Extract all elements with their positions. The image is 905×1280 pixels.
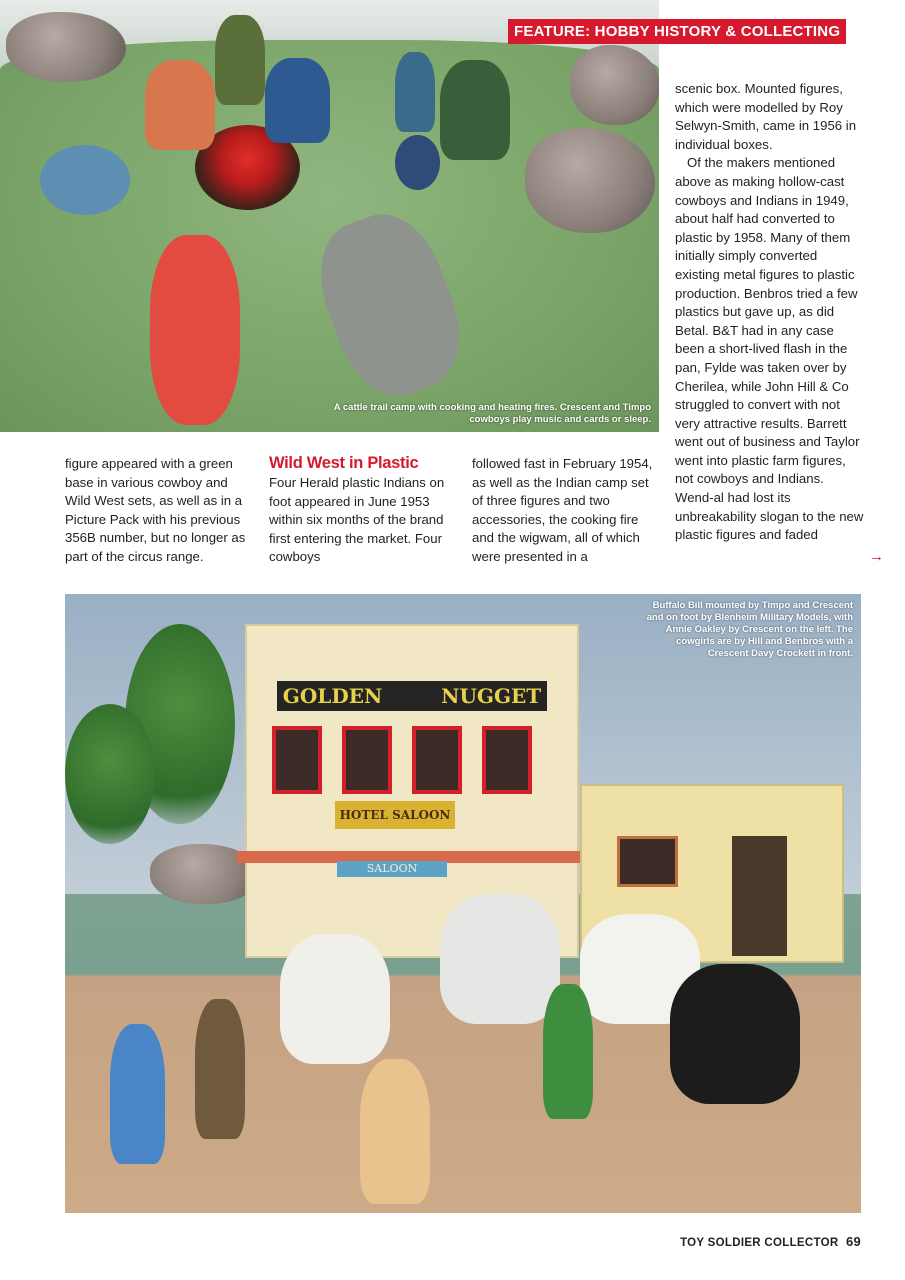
cooking-pot [395,135,440,190]
rock [570,45,659,125]
sleeping-cowboy [150,235,240,425]
rock [525,128,655,233]
paragraph: Four Herald plastic Indians on foot appeared in June 1953 within six months of the brand first entering the market. Four cowboys [269,475,445,565]
cowboy-figure [215,15,265,105]
paragraph: scenic box. Mounted figures, which were modelled by Roy Selwyn-Smith, came in 1956 in individual boxes. [675,81,857,152]
davy-crockett-figure [360,1059,430,1204]
cowboy-figure [543,984,593,1119]
page-footer [680,1234,861,1249]
window [342,726,392,794]
paragraph: followed fast in February 1954, as well as the Indian camp set of three figures and two accessories, the cooking fire and the wigwam, all of which were presented in a [472,456,653,564]
tree [65,704,155,844]
section-heading: Wild West in Plastic [269,454,419,472]
window [412,726,462,794]
sign-text: NUGGET [441,684,542,708]
top-photo [0,0,659,432]
rock [6,12,126,82]
window [272,726,322,794]
right-column [675,80,865,545]
paragraph: figure appeared with a green base in various cowboy and Wild West sets, as well as in a Picture Pack with his previous 356B number, but no longer as part of the circus range. [65,456,246,564]
text-column-1 [65,455,255,567]
window [482,726,532,794]
cowboy-figure [440,60,510,160]
cowboy-figure [395,52,435,132]
kettle-fire [40,145,130,215]
sign-text: GOLDEN [282,684,383,708]
cowboy-figure [265,58,330,143]
text-column-3 [472,455,662,567]
horse-figure [440,894,560,1024]
magazine-name: TOY SOLDIER COLLECTOR [680,1237,839,1249]
continue-arrow-icon: → [869,548,884,565]
cowboy-figure [195,999,245,1139]
hotel-saloon-sign [335,801,455,829]
cowboy-figure [145,60,215,150]
bottom-photo [65,594,861,1213]
door [732,836,787,956]
golden-nugget-sign [277,681,547,711]
sign-text: HOTEL [339,808,388,822]
top-photo-caption: A cattle trail camp with cooking and heating fires. Crescent and Timpo cowboys play music and cards or sleep. [333,402,651,425]
sign-text: SALOON [392,808,451,822]
text-column-2 [269,455,459,567]
page-number: 69 [845,1234,861,1249]
bottom-photo-caption: Buffalo Bill mounted by Timpo and Crescent and on foot by Blenheim Military Models, with Annie Oakley by Crescent on the left. The cowgirls are by Hill and Benbros with a Crescent Davy Crockett in front. [646,600,853,659]
horse-figure [670,964,800,1104]
window [617,836,678,887]
cowgirl-figure [110,1024,165,1164]
feature-banner: FEATURE: HOBBY HISTORY & COLLECTING [508,19,846,44]
saloon-sign: SALOON [337,861,447,877]
horse-figure [280,934,390,1064]
paragraph: Of the makers mentioned above as making hollow-cast cowboys and Indians in 1949, about half had converted to plastic by 1958. Many of them initially simply converted existing metal figures to plastic production. Benbros tried a few plastics but gave up, as did Betal. B&T had in any case been a short-lived flash in the pan, Fylde was taken over by Cherilea, while John Hill & Co struggled to convert with not very attractive results. Barrett went out of business and Taylor went into plastic farm figures, not cowboys and Indians. Wend-al had lost its unbreakability slogan to the new plastic figures and faded [675,155,864,543]
